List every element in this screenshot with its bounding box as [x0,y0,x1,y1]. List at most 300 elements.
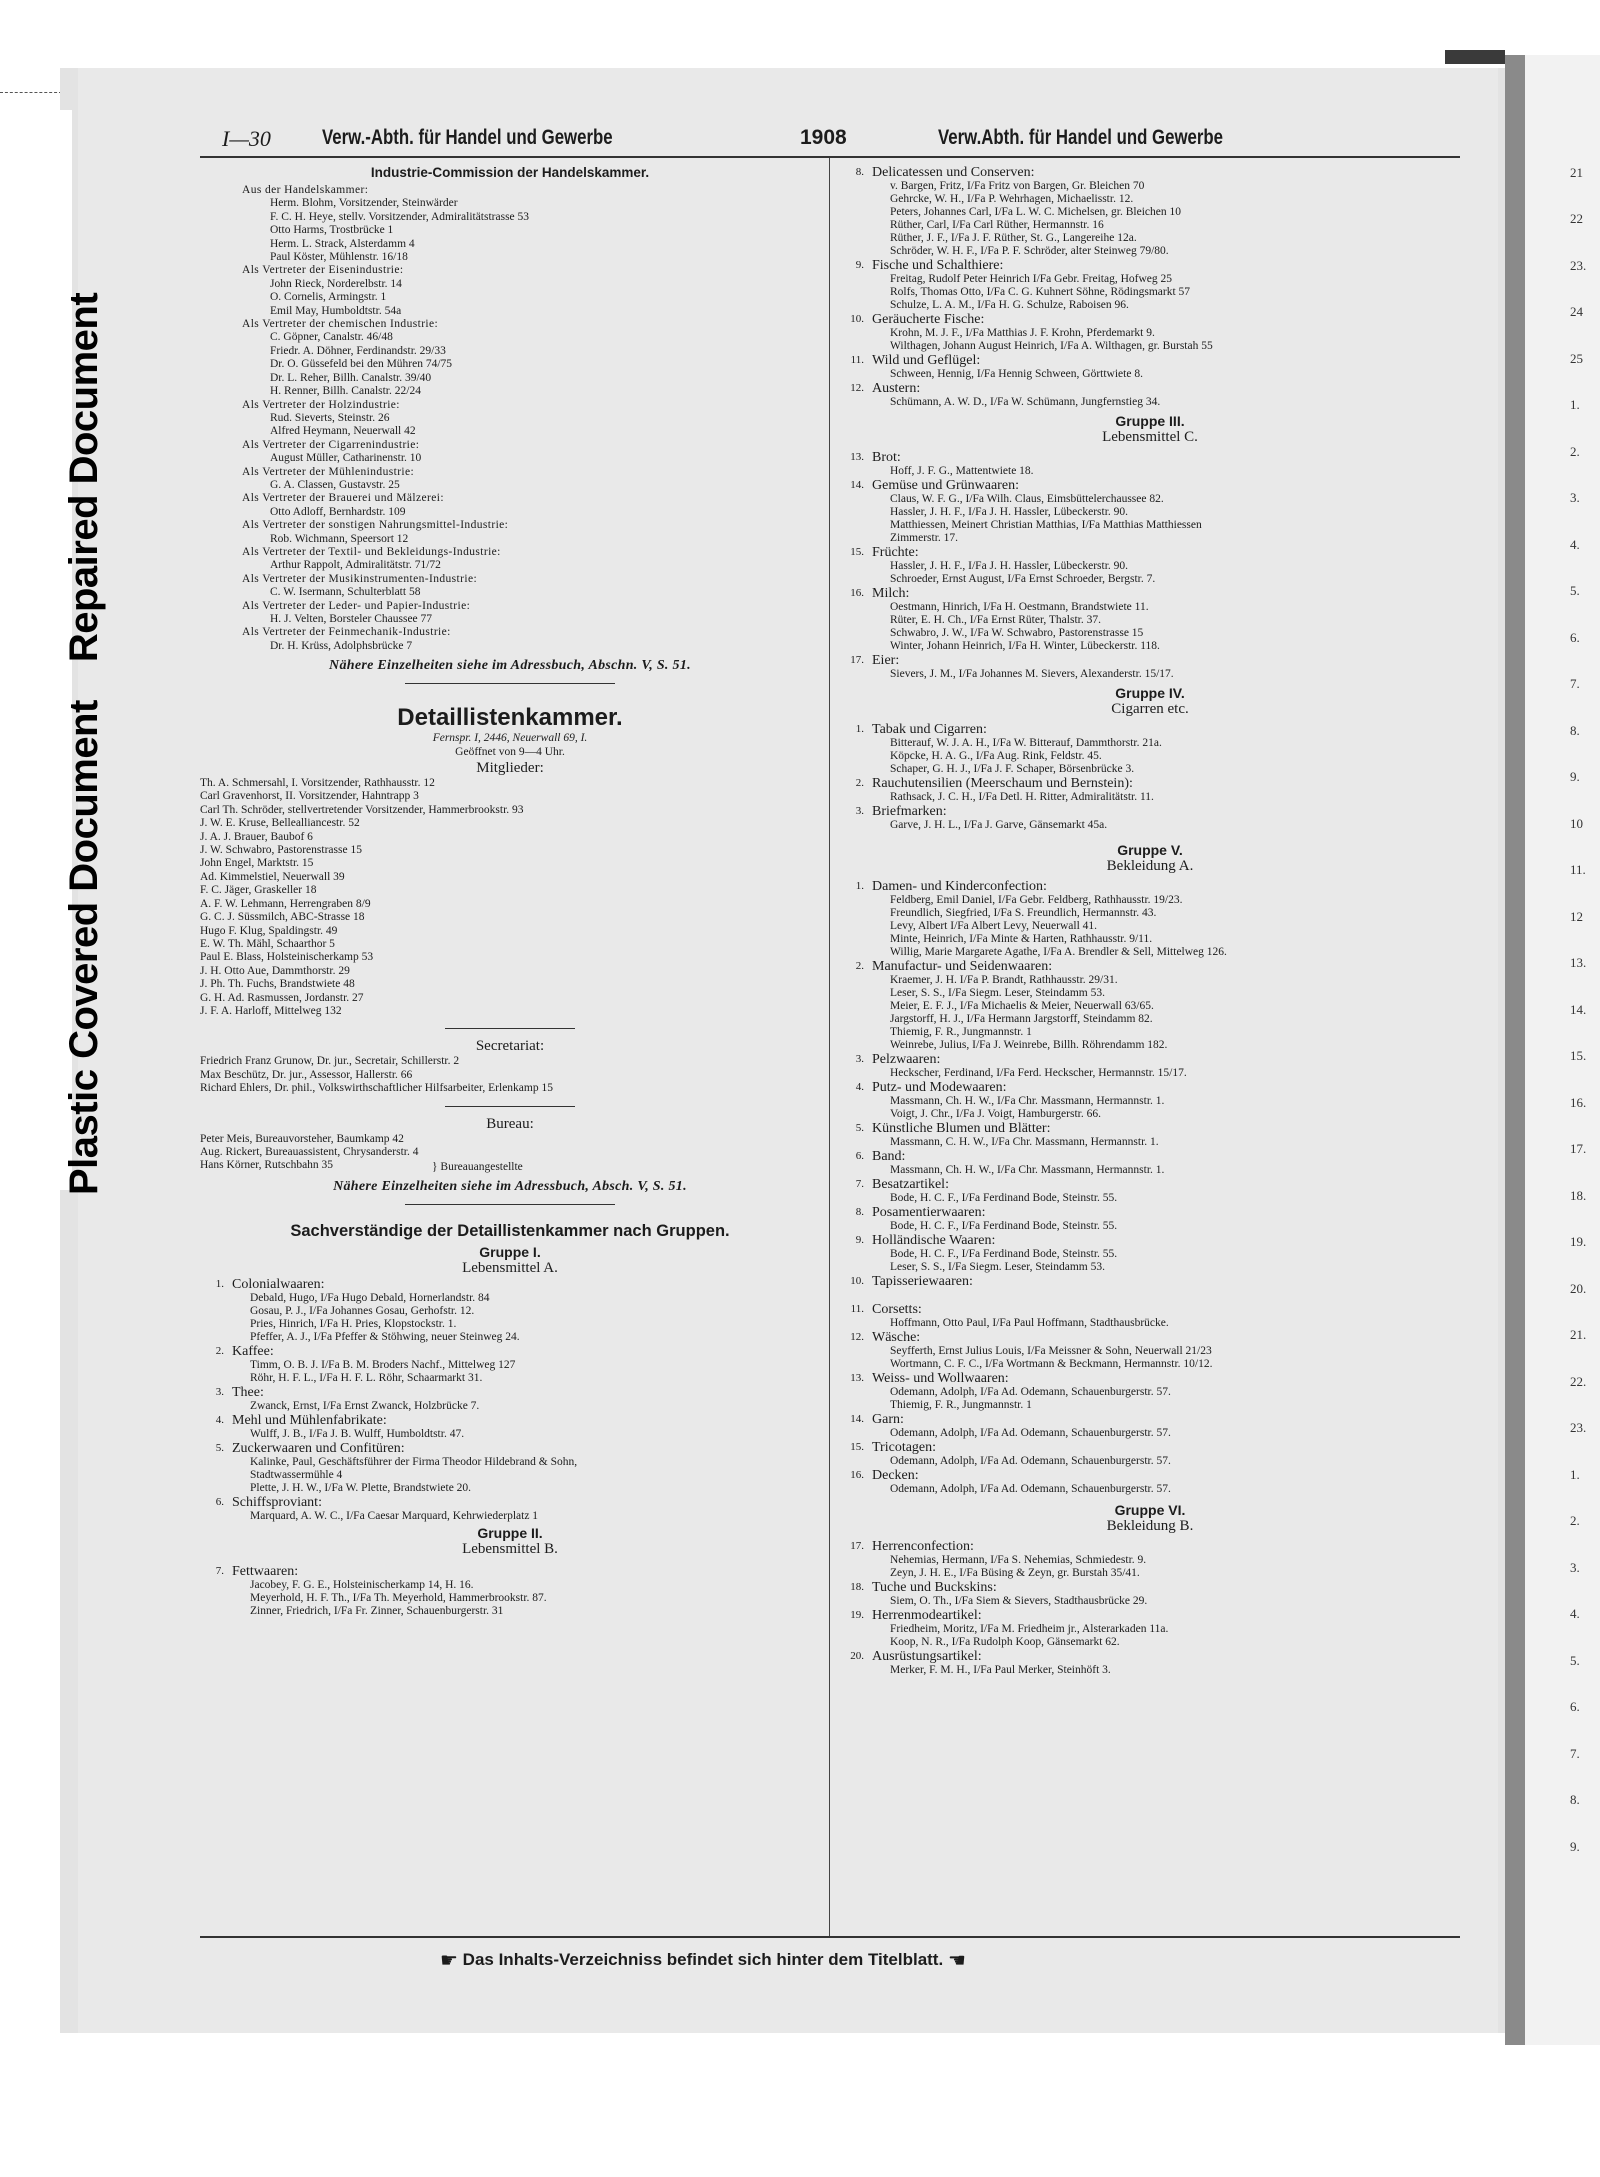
expert-entry: v. Bargen, Fritz, I/Fa Fritz von Bargen, Gr. Bleichen 70 [890,180,1145,192]
margin-number: 14. [1570,1002,1587,1017]
dk-member: F. C. Jäger, Graskeller 18 [200,884,317,897]
category-name: Herrenconfection: [872,1539,974,1554]
category-number: 17. [850,1540,864,1552]
category-name: Colonialwaaren: [232,1276,325,1292]
category-row [840,1121,1460,1136]
margin-number: 22. [1570,1374,1587,1389]
category-number: 19. [850,1609,864,1621]
category-row [840,1608,1460,1623]
margin-number: 22 [1570,211,1583,226]
gruppe-5-title: Gruppe V. [1117,842,1183,858]
ic-section-label: Als Vertreter der Textil- und Bekleidungs-Industrie: [242,545,501,558]
expert-entry: Oestmann, Hinrich, I/Fa H. Oestmann, Brandstwiete 11. [890,601,1149,613]
expert-entry: Schwabro, J. W., I/Fa W. Schwabro, Pastorenstrasse 15 [890,627,1144,639]
dk-member: G. H. Ad. Rasmussen, Jordanstr. 27 [200,991,364,1004]
expert-entry: Rathsack, J. C. H., I/Fa Detl. H. Ritter, Admiralitätstr. 11. [890,791,1154,803]
ic-member: Alfred Heymann, Neuerwall 42 [270,425,416,438]
expert-entry: Stadtwassermühle 4 [250,1468,343,1481]
expert-entry: Kalinke, Paul, Geschäftsführer der Firma Theodor Hildebrand & Sohn, [250,1455,578,1468]
ic-section-label: Als Vertreter der Musikinstrumenten-Industrie: [242,572,478,585]
category-name: Zuckerwaaren und Confitüren: [232,1440,405,1456]
margin-number: 8. [1570,723,1580,738]
category-number: 7. [855,1178,864,1190]
category-name: Decken: [872,1468,919,1483]
category-row [840,312,1460,327]
ic-member: Friedr. A. Döhner, Ferdinandstr. 29/33 [270,344,446,357]
bureau-heading: Bureau: [486,1115,534,1132]
side-label-repaired: Repaired Document [62,292,106,663]
category-number: 14. [850,479,864,491]
expert-entry: Schümann, A. W. D., I/Fa W. Schümann, Jungfernstieg 34. [890,396,1161,408]
margin-number: 5. [1570,583,1580,598]
dk-member: Ad. Kimmelstiel, Neuerwall 39 [200,870,345,883]
expert-entry: Hoff, J. F. G., Mattentwiete 18. [890,465,1034,477]
ic-member: Dr. O. Güssefeld bei den Mühren 74/75 [270,358,453,371]
category-name: Garn: [872,1412,904,1427]
category-name: Eier: [872,653,900,668]
expert-entry: Wulff, J. B., I/Fa J. B. Wulff, Humboldtstr. 47. [250,1427,465,1440]
divider [445,1028,575,1029]
margin-number: 21 [1570,165,1583,180]
margin-number: 10 [1570,816,1583,831]
margin-number: 6. [1570,1699,1580,1714]
footer-rule [200,1936,1460,1938]
category-number: 6. [855,1150,864,1162]
expert-entry: Levy, Albert I/Fa Albert Levy, Neuerwall 41. [890,920,1098,932]
category-number: 17. [850,654,864,666]
category-name: Damen- und Kinderconfection: [872,879,1047,894]
dk-members-list [200,777,820,1018]
expert-entry: Pries, Hinrich, I/Fa H. Pries, Klopstockstr. 1. [250,1317,457,1330]
gruppe-4-title: Gruppe IV. [1115,685,1185,701]
margin-number: 24 [1570,304,1583,319]
category-name: Brot: [872,450,901,465]
category-row [840,1302,1460,1317]
footer-text: Das Inhalts-Verzeichniss befindet sich hinter dem Titelblatt. [462,1949,944,1969]
category-name: Ausrüstungsartikel: [872,1649,982,1664]
margin-number: 2. [1570,444,1580,459]
expert-entry: Hoffmann, Otto Paul, I/Fa Paul Hoffmann, Stadthausbrücke. [890,1317,1169,1329]
expert-entry: Bitterauf, W. J. A. H., I/Fa W. Bitterauf, Dammthorstr. 21a. [890,737,1162,749]
category-name: Gemüse und Grünwaaren: [872,478,1019,493]
category-name: Mehl und Mühlenfabrikate: [232,1412,387,1428]
ic-member: O. Cornelis, Armingstr. 1 [270,291,387,304]
category-row [840,1468,1460,1483]
category-row [840,1440,1460,1455]
expert-entry: Leser, S. S., I/Fa Siegm. Leser, Steindamm 53. [890,1261,1105,1273]
category-name: Manufactur- und Seidenwaaren: [872,959,1053,974]
margin-number: 9. [1570,769,1580,784]
expert-entry: Peters, Johannes Carl, I/Fa L. W. C. Michelsen, gr. Bleichen 10 [890,206,1181,218]
category-name: Tapisseriewaaren: [872,1274,973,1289]
left-column [200,165,820,1618]
category-row [840,1205,1460,1220]
side-label [62,293,107,1195]
header-left-title: Verw.-Abth. für Handel und Gewerbe [322,126,613,149]
side-label-covered: Plastic Covered Document [62,700,106,1195]
margin-number: 11. [1570,862,1586,877]
divider [405,683,615,684]
gruppe-6-list [840,1539,1460,1677]
detaillistenkammer-title: Detaillistenkammer. [397,704,623,732]
category-row [200,1495,820,1510]
gruppe-6-title: Gruppe VI. [1114,1502,1186,1518]
expert-entry: Plette, J. H. W., I/Fa W. Plette, Brandstwiete 20. [250,1481,472,1494]
secretariat-member: Friedrich Franz Grunow, Dr. jur., Secretair, Schillerstr. 2 [200,1055,460,1068]
gruppe-5-subtitle: Bekleidung A. [1106,858,1194,874]
expert-entry: Thiemig, F. R., Jungmannstr. 1 [890,1026,1032,1038]
ic-section-label: Als Vertreter der Eisenindustrie: [242,264,404,277]
margin-number: 5. [1570,1653,1580,1668]
expert-entry: Seyfferth, Ernst Julius Louis, I/Fa Meissner & Sohn, Neuerwall 21/23 [890,1345,1212,1357]
margin-number: 2. [1570,1513,1580,1528]
margin-number: 13. [1570,955,1587,970]
margin-number: 17. [1570,1141,1587,1156]
expert-entry: Wilthagen, Johann August Heinrich, I/Fa A. Wilthagen, gr. Burstah 55 [890,340,1213,352]
expert-entry: Feldberg, Emil Daniel, I/Fa Gebr. Feldberg, Rathhausstr. 19/23. [890,894,1183,906]
category-number: 5. [855,1122,864,1134]
category-name: Posamentierwaaren: [872,1205,986,1220]
category-row [840,1233,1460,1248]
expert-entry: Marquard, A. W. C., I/Fa Caesar Marquard, Kehrwiederplatz 1 [250,1509,539,1522]
expert-entry [840,1289,1460,1302]
category-number: 4. [215,1413,224,1426]
ic-member: Arthur Rappolt, Admiralitätstr. 71/72 [270,559,441,572]
category-number: 11. [850,354,864,366]
ic-section-label: Als Vertreter der Feinmechanik-Industrie: [242,626,451,639]
gruppe-3-title: Gruppe III. [1115,413,1185,429]
category-name: Fettwaaren: [232,1563,299,1579]
expert-entry: Krohn, M. J. F., I/Fa Matthias J. F. Krohn, Pferdemarkt 9. [890,327,1155,339]
margin-number: 9. [1570,1839,1580,1854]
expert-entry: Jargstorff, H. J., I/Fa Hermann Jargstorff, Steindamm 82. [890,1013,1153,1025]
margin-number: 23. [1570,258,1587,273]
category-name: Rauchutensilien (Meerschaum und Bernstein): [872,776,1133,791]
gruppe-6-subtitle: Bekleidung B. [1106,1518,1194,1534]
category-name: Holländische Waaren: [872,1233,996,1248]
category-row [840,1177,1460,1192]
margin-number: 1. [1570,1467,1580,1482]
category-number: 3. [855,805,864,817]
category-number: 2. [215,1344,224,1357]
category-row [840,1330,1460,1345]
bureau-member: Aug. Rickert, Bureauassistent, Chrysanderstr. 4 [200,1145,419,1158]
dk-member: G. C. J. Süssmilch, ABC-Strasse 18 [200,911,365,924]
header-right-title: Verw.Abth. für Handel und Gewerbe [938,126,1224,149]
category-number: 15. [850,1441,864,1453]
expert-entry: Massmann, C. H. W., I/Fa Chr. Massmann, Hermannstr. 1. [890,1136,1159,1148]
category-row [840,450,1460,465]
ic-member: Rud. Sieverts, Steinstr. 26 [270,411,390,424]
bureau-member: Hans Körner, Rutschbahn 35 [200,1159,334,1172]
page-gutter [1505,55,1525,2045]
category-number: 18. [850,1581,864,1593]
margin-number: 23. [1570,1420,1587,1435]
category-name: Band: [872,1149,906,1164]
margin-number: 7. [1570,676,1580,691]
expert-entry: Gehrcke, W. H., I/Fa P. Wehrhagen, Michaelisstr. 12. [890,193,1134,205]
category-name: Corsetts: [872,1302,922,1317]
category-number: 2. [855,960,864,972]
margin-number: 25 [1570,351,1583,366]
expert-entry: Rüter, E. H. Ch., I/Fa Ernst Rüter, Thalstr. 37. [890,614,1101,626]
dk-member: E. W. Th. Mähl, Schaarthor 5 [200,937,335,950]
category-number: 12. [850,382,864,394]
expert-entry: Odemann, Adolph, I/Fa Ad. Odemann, Schauenburgerstr. 57. [890,1386,1171,1398]
category-number: 1. [855,723,864,735]
category-number: 1. [855,880,864,892]
expert-entry: Timm, O. B. J. I/Fa B. M. Broders Nachf., Mittelweg 127 [250,1358,516,1371]
ic-member: Emil May, Humboldtstr. 54a [270,304,402,317]
category-number: 7. [215,1564,224,1577]
category-number: 16. [850,587,864,599]
expert-entry: Zeyn, J. H. E., I/Fa Büsing & Zeyn, gr. Burstah 35/41. [890,1567,1140,1579]
category-name: Tuche und Buckskins: [872,1580,997,1595]
ic-member: Herm. Blohm, Vorsitzender, Steinwärder [270,197,458,210]
dk-member: Th. A. Schmersahl, I. Vorsitzender, Rathhausstr. 12 [200,777,435,790]
category-row [200,1413,820,1428]
expert-entry: Odemann, Adolph, I/Fa Ad. Odemann, Schauenburgerstr. 57. [890,1427,1171,1439]
gruppe-1-subtitle: Lebensmittel A. [462,1259,558,1276]
margin-number: 21. [1570,1327,1587,1342]
expert-entry: Schröder, W. H. F., I/Fa P. F. Schröder, alter Steinweg 79/80. [890,245,1169,257]
margin-number: 3. [1570,1560,1580,1575]
expert-entry: Massmann, Ch. H. W., I/Fa Chr. Massmann, Hermannstr. 1. [890,1095,1165,1107]
ic-section-label: Als Vertreter der Brauerei und Mälzerei: [242,492,444,505]
category-number: 10. [850,313,864,325]
category-number: 5. [215,1441,224,1454]
expert-entry: Schulze, L. A. M., I/Fa H. G. Schulze, Raboisen 96. [890,299,1129,311]
category-number: 2. [855,777,864,789]
expert-entry: Freitag, Rudolf Peter Heinrich I/Fa Gebr. Freitag, Hofweg 25 [890,273,1173,285]
expert-entry: Wortmann, C. F. C., I/Fa Wortmann & Beckmann, Hermannstr. 10/12. [890,1358,1213,1370]
category-row [200,1564,820,1579]
dk-member: A. F. W. Lehmann, Herrengraben 8/9 [200,897,371,910]
expert-entry: Meyerhold, H. F. Th., I/Fa Th. Meyerhold, Hammerbrookstr. 87. [250,1591,547,1604]
footer-note [440,1948,966,1973]
category-row [200,1344,820,1359]
expert-entry: Claus, W. F. G., I/Fa Wilh. Claus, Eimsbüttelerchaussee 82. [890,493,1164,505]
gruppe-2-list-left [200,1564,820,1618]
category-name: Milch: [872,586,910,601]
ic-member: G. A. Classen, Gustavstr. 25 [270,478,400,491]
ic-member: August Müller, Catharinenstr. 10 [270,452,422,465]
expert-entry: Siem, O. Th., I/Fa Siem & Sievers, Stadthausbrücke 29. [890,1595,1148,1607]
margin-number: 6. [1570,630,1580,645]
expert-entry: Zimmerstr. 17. [890,532,959,544]
expert-entry: Pfeffer, A. J., I/Fa Pfeffer & Stöhwing, neuer Steinweg 24. [250,1330,520,1343]
category-name: Künstliche Blumen und Blätter: [872,1121,1051,1136]
category-row [840,722,1460,737]
category-row [840,1080,1460,1095]
dk-member: J. Ph. Th. Fuchs, Brandstwiete 48 [200,978,355,991]
expert-entry: Kraemer, J. H. I/Fa P. Brandt, Rathhausstr. 29/31. [890,974,1118,986]
category-number: 15. [850,546,864,558]
category-number: 9. [855,1234,864,1246]
bureau-brace-note: } Bureauangestellte [432,1160,523,1173]
dk-member: John Engel, Marktstr. 15 [200,857,314,870]
category-number: 6. [215,1495,224,1508]
ic-section-label: Als Vertreter der sonstigen Nahrungsmittel-Industrie: [242,519,509,532]
pointing-hand-right-icon: ☛ [440,1950,458,1972]
margin-number: 18. [1570,1188,1587,1203]
ic-member: Dr. L. Reher, Billh. Canalstr. 39/40 [270,371,432,384]
expert-entry: Voigt, J. Chr., I/Fa J. Voigt, Hamburgerstr. 66. [890,1108,1101,1120]
column-divider [829,158,830,1936]
ic-member: Dr. H. Krüss, Adolphsbrücke 7 [270,639,413,652]
expert-entry: Schaper, G. H. J., I/Fa J. F. Schaper, Börsenbrücke 3. [890,763,1135,775]
category-number: 14. [850,1413,864,1425]
category-name: Putz- und Modewaaren: [872,1080,1007,1095]
category-row [840,1539,1460,1554]
margin-number: 4. [1570,537,1580,552]
category-row [840,1580,1460,1595]
ic-member: Rob. Wichmann, Speersort 12 [270,532,409,545]
bureau-block [200,1133,820,1173]
category-name: Delicatessen und Conserven: [872,165,1035,180]
expert-entry: Matthiessen, Meinert Christian Matthias, I/Fa Matthias Matthiessen [890,519,1202,531]
category-number: 13. [850,1372,864,1384]
expert-entry: Odemann, Adolph, I/Fa Ad. Odemann, Schauenburgerstr. 57. [890,1455,1171,1467]
expert-entry: Bode, H. C. F., I/Fa Ferdinand Bode, Steinstr. 55. [890,1248,1118,1260]
margin-number: 16. [1570,1095,1587,1110]
category-number: 20. [850,1650,864,1662]
ic-member: H. Renner, Billh. Canalstr. 22/24 [270,385,421,398]
category-row [840,1149,1460,1164]
expert-entry: Garve, J. H. L., I/Fa J. Garve, Gänsemarkt 45a. [890,819,1108,831]
gruppe-1-list [200,1277,820,1523]
margin-number: 12 [1570,909,1583,924]
ic-section-label: Aus der Handelskammer: [242,184,369,196]
category-name: Wild und Geflügel: [872,353,981,368]
pointing-hand-left-icon: ☚ [947,1950,966,1972]
category-row [840,353,1460,368]
margin-number: 8. [1570,1792,1580,1807]
ic-member: Herm. L. Strack, Alsterdamm 4 [270,237,415,250]
margin-number: 4. [1570,1606,1580,1621]
category-row [840,545,1460,560]
category-row [840,1649,1460,1664]
note-adressbuch-1: Nähere Einzelheiten siehe im Adressbuch, Abschn. V, S. 51. [329,658,691,674]
category-row [840,1052,1460,1067]
gruppe-4-list [840,722,1460,832]
industrie-commission-list [200,184,820,653]
category-row [840,586,1460,601]
expert-entry: Rüther, J. F., I/Fa J. F. Rüther, St. G., Langereihe 12a. [890,232,1137,244]
category-name: Früchte: [872,545,919,560]
dk-member: J. H. Otto Aue, Dammthorstr. 29 [200,964,350,977]
margin-number: 20. [1570,1281,1587,1296]
dk-member: J. W. E. Kruse, Bellealliancestr. 52 [200,817,360,830]
expert-entry: Koop, N. R., I/Fa Rudolph Koop, Gänsemarkt 62. [890,1636,1120,1648]
category-row [200,1385,820,1400]
ic-section-label: Als Vertreter der Leder- und Papier-Industrie: [242,599,471,612]
expert-entry: Nehemias, Hermann, I/Fa S. Nehemias, Schmiedestr. 9. [890,1554,1147,1566]
expert-entry: Minte, Heinrich, I/Fa Minte & Harten, Rathhausstr. 9/11. [890,933,1153,945]
ic-member: Otto Adloff, Bernhardstr. 109 [270,505,406,518]
category-row [840,776,1460,791]
gruppe-3-list [840,450,1460,681]
expert-entry: Weinrebe, Julius, I/Fa J. Weinrebe, Billh. Röhrendamm 182. [890,1039,1168,1051]
secretariat-list [200,1055,820,1095]
expert-entry: Merker, F. M. H., I/Fa Paul Merker, Steinhöft 3. [890,1664,1111,1676]
ic-member: C. W. Isermann, Schulterblatt 58 [270,586,421,599]
ic-section-label: Als Vertreter der Mühlenindustrie: [242,465,415,478]
expert-entry: Röhr, H. F. L., I/Fa H. F. L. Röhr, Schaarmarkt 31. [250,1371,483,1384]
expert-entry: Massmann, Ch. H. W., I/Fa Chr. Massmann, Hermannstr. 1. [890,1164,1165,1176]
bureau-member: Peter Meis, Bureauvorsteher, Baumkamp 42 [200,1132,404,1145]
scan-edge-dash [0,92,62,93]
gruppe-5-list [840,879,1460,1496]
category-number: 12. [850,1331,864,1343]
expert-entry: Bode, H. C. F., I/Fa Ferdinand Bode, Steinstr. 55. [890,1220,1118,1232]
expert-entry: Debald, Hugo, I/Fa Hugo Debald, Hornerlandstr. 84 [250,1291,490,1304]
category-number: 1. [215,1277,224,1290]
category-row [840,959,1460,974]
ic-member: H. J. Velten, Borsteler Chaussee 77 [270,613,433,625]
expert-entry: Schween, Hennig, I/Fa Hennig Schween, Görttwiete 8. [890,368,1143,380]
ic-member: John Rieck, Norderelbstr. 14 [270,277,402,290]
expert-entry: Freundlich, Siegfried, I/Fa S. Freundlich, Hermannstr. 43. [890,907,1157,919]
page-number: I—30 [222,126,271,151]
dk-members-heading: Mitglieder: [476,760,544,777]
category-number: 3. [855,1053,864,1065]
expert-entry: Friedheim, Moritz, I/Fa M. Friedheim jr., Alsterarkaden 11a. [890,1623,1169,1635]
category-row [840,1371,1460,1386]
category-row [840,165,1460,180]
expert-entry: Hassler, J. H. F., I/Fa J. H. Hassler, Lübeckerstr. 90. [890,506,1129,518]
expert-entry: Gosau, P. J., I/Fa Johannes Gosau, Gerhofstr. 12. [250,1304,475,1317]
ic-member: Otto Harms, Trostbrücke 1 [270,224,394,237]
category-row [840,381,1460,396]
note-adressbuch-2: Nähere Einzelheiten siehe im Adressbuch, Absch. V, S. 51. [333,1178,687,1194]
dk-fernsprecher: Fernspr. I, 2446, Neuerwall 69, I. [432,732,588,745]
ic-member: C. Göpner, Canalstr. 46/48 [270,331,393,344]
category-number: 10. [850,1275,864,1287]
dk-member: J. W. Schwabro, Pastorenstrasse 15 [200,844,362,857]
category-number: 9. [855,259,864,271]
category-name: Fische und Schalthiere: [872,258,1004,273]
margin-number: 1. [1570,397,1580,412]
ic-section-label: Als Vertreter der Holzindustrie: [242,398,400,411]
margin-number: 3. [1570,490,1580,505]
category-name: Besatzartikel: [872,1177,949,1192]
gruppe-2-subtitle: Lebensmittel B. [462,1540,558,1557]
ic-section-label: Als Vertreter der Cigarrenindustrie: [242,438,420,451]
category-row [840,1412,1460,1427]
category-number: 16. [850,1469,864,1481]
category-name: Wäsche: [872,1330,921,1345]
category-name: Geräucherte Fische: [872,312,985,327]
category-name: Briefmarken: [872,804,947,819]
secretariat-heading: Secretariat: [475,1038,545,1055]
expert-entry: Rolfs, Thomas Otto, I/Fa C. G. Kuhnert Söhne, Rödingsmarkt 57 [890,286,1191,298]
margin-number: 19. [1570,1234,1587,1249]
industrie-commission-title: Industrie-Commission der Handelskammer. [370,165,650,180]
binding-edge [1445,50,1505,64]
header-rule [200,156,1460,158]
ic-member: F. C. H. Heye, stellv. Vorsitzender, Admiralitätstrasse 53 [270,210,530,223]
divider [445,1106,575,1107]
margin-number: 15. [1570,1048,1587,1063]
page-header [0,126,1600,156]
divider [405,1204,615,1205]
expert-entry: Jacobey, F. G. E., Holsteinischerkamp 14, H. 16. [250,1578,474,1591]
expert-entry: Hassler, J. H. F., I/Fa J. H. Hassler, Lübeckerstr. 90. [890,560,1129,572]
category-name: Tricotagen: [872,1440,937,1455]
secretariat-member: Richard Ehlers, Dr. phil., Volkswirthschaftlicher Hilfsarbeiter, Erlenkamp 15 [200,1082,553,1095]
category-name: Pelzwaaren: [872,1052,941,1067]
